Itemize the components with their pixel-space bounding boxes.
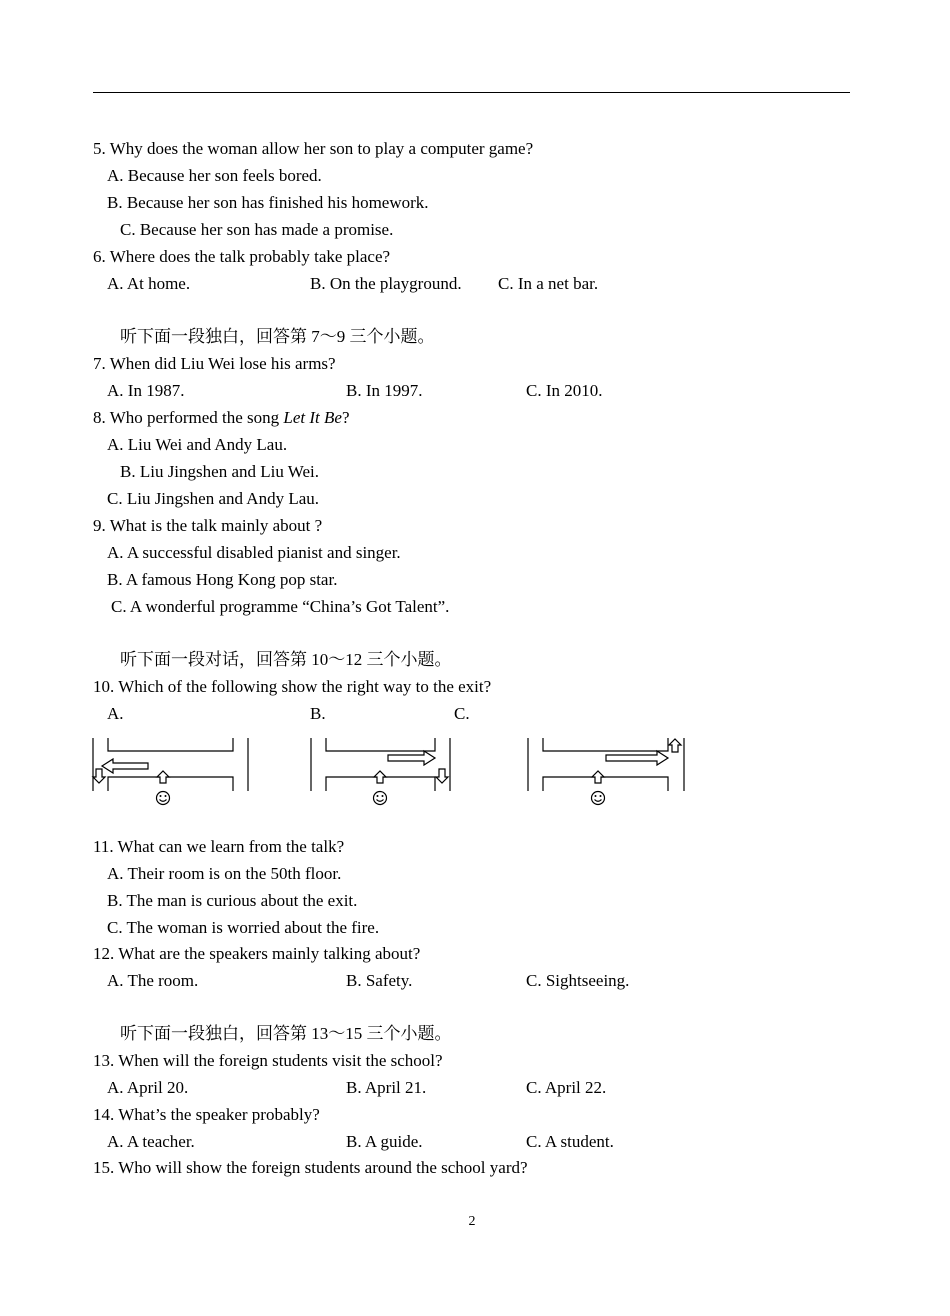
diagram-c-smiley-icon [592,792,605,805]
question-7-option-b[interactable]: B. In 1997. [346,381,423,400]
diagram-b-top-room [326,738,435,751]
question-6-stem: 6. Where does the talk probably take place? [93,247,391,266]
song-title: Let It Be [283,408,342,427]
question-13-option-b[interactable]: B. April 21. [346,1078,427,1097]
question-8-option-c[interactable]: C. Liu Jingshen and Andy Lau. [107,489,320,508]
diagram-a-up-arrow [157,771,169,783]
question-11-option-c[interactable]: C. The woman is worried about the fire. [107,918,380,937]
diagram-c-right-arrow [606,751,668,765]
question-14-option-a[interactable]: A. A teacher. [107,1132,195,1151]
question-5-option-c[interactable]: C. Because her son has made a promise. [120,220,394,239]
question-9-option-c[interactable]: C. A wonderful programme “China’s Got Talent”. [111,597,450,616]
diagram-b-smiley-icon [374,792,387,805]
diagram-b-down-arrow [436,769,448,783]
question-6-option-c[interactable]: C. In a net bar. [498,274,599,293]
diagram-c-bottom-room [543,777,668,791]
question-10-option-c[interactable]: C. [454,704,470,723]
question-7-option-c[interactable]: C. In 2010. [526,381,603,400]
question-12-option-a[interactable]: A. The room. [107,971,199,990]
diagram-b-right-arrow [388,751,435,765]
question-5-option-a[interactable]: A. Because her son feels bored. [107,166,322,185]
diagram-c[interactable] [528,738,684,805]
question-9-option-b[interactable]: B. A famous Hong Kong pop star. [107,570,338,589]
question-8-stem-text: 8. Who performed the song [93,408,284,427]
question-11-stem: 11. What can we learn from the talk? [93,837,345,856]
question-14-option-b[interactable]: B. A guide. [346,1132,423,1151]
diagram-a-smiley-icon [157,792,170,805]
exit-route-diagrams [88,733,698,813]
diagram-a-top-room [108,738,233,751]
section-instruction-7-9: 听下面一段独白，回答第 7～9 三个小题。 [120,327,435,346]
question-12-option-b[interactable]: B. Safety. [346,971,413,990]
question-15-stem: 15. Who will show the foreign students around the school yard? [93,1158,528,1177]
question-11-option-a[interactable]: A. Their room is on the 50th floor. [107,864,342,883]
section-instruction-13-15: 听下面一段独白，回答第 13～15 三个小题。 [120,1024,452,1043]
question-13-stem: 13. When will the foreign students visit the school? [93,1051,443,1070]
question-5-stem: 5. Why does the woman allow her son to play a computer game? [93,139,534,158]
question-10-option-b[interactable]: B. [310,704,326,723]
question-8-stem-end: ? [341,408,350,427]
question-5-option-b[interactable]: B. Because her son has finished his homework. [107,193,429,212]
question-6-option-a[interactable]: A. At home. [107,274,191,293]
question-10-option-a[interactable]: A. [107,704,124,723]
question-13-option-a[interactable]: A. April 20. [107,1078,189,1097]
question-9-stem: 9. What is the talk mainly about ? [93,516,323,535]
question-8-stem [93,408,350,428]
diagram-a-down-arrow [93,769,105,783]
diagram-c-up-arrow [592,771,604,783]
question-14-stem: 14. What’s the speaker probably? [93,1105,320,1124]
question-13-option-c[interactable]: C. April 22. [526,1078,607,1097]
question-7-option-a[interactable]: A. In 1987. [107,381,185,400]
header-rule [93,92,850,93]
section-instruction-10-12: 听下面一段对话，回答第 10～12 三个小题。 [120,650,452,669]
diagram-a-left-arrow [102,759,148,773]
question-8-option-b[interactable]: B. Liu Jingshen and Liu Wei. [120,462,319,481]
diagram-c-top-room [543,738,668,751]
diagram-a[interactable] [93,738,248,805]
question-12-option-c[interactable]: C. Sightseeing. [526,971,630,990]
question-12-stem: 12. What are the speakers mainly talking about? [93,944,421,963]
question-6-option-b[interactable]: B. On the playground. [310,274,462,293]
page-number: 2 [468,1214,476,1229]
question-9-option-a[interactable]: A. A successful disabled pianist and singer. [107,543,401,562]
diagram-b[interactable] [311,738,450,805]
diagram-c-up-arrow-exit [669,739,681,752]
question-14-option-c[interactable]: C. A student. [526,1132,614,1151]
question-11-option-b[interactable]: B. The man is curious about the exit. [107,891,358,910]
diagram-a-bottom-room [108,777,233,791]
diagram-b-up-arrow [374,771,386,783]
question-10-stem: 10. Which of the following show the right way to the exit? [93,677,492,696]
question-7-stem: 7. When did Liu Wei lose his arms? [93,354,336,373]
question-8-option-a[interactable]: A. Liu Wei and Andy Lau. [107,435,288,454]
